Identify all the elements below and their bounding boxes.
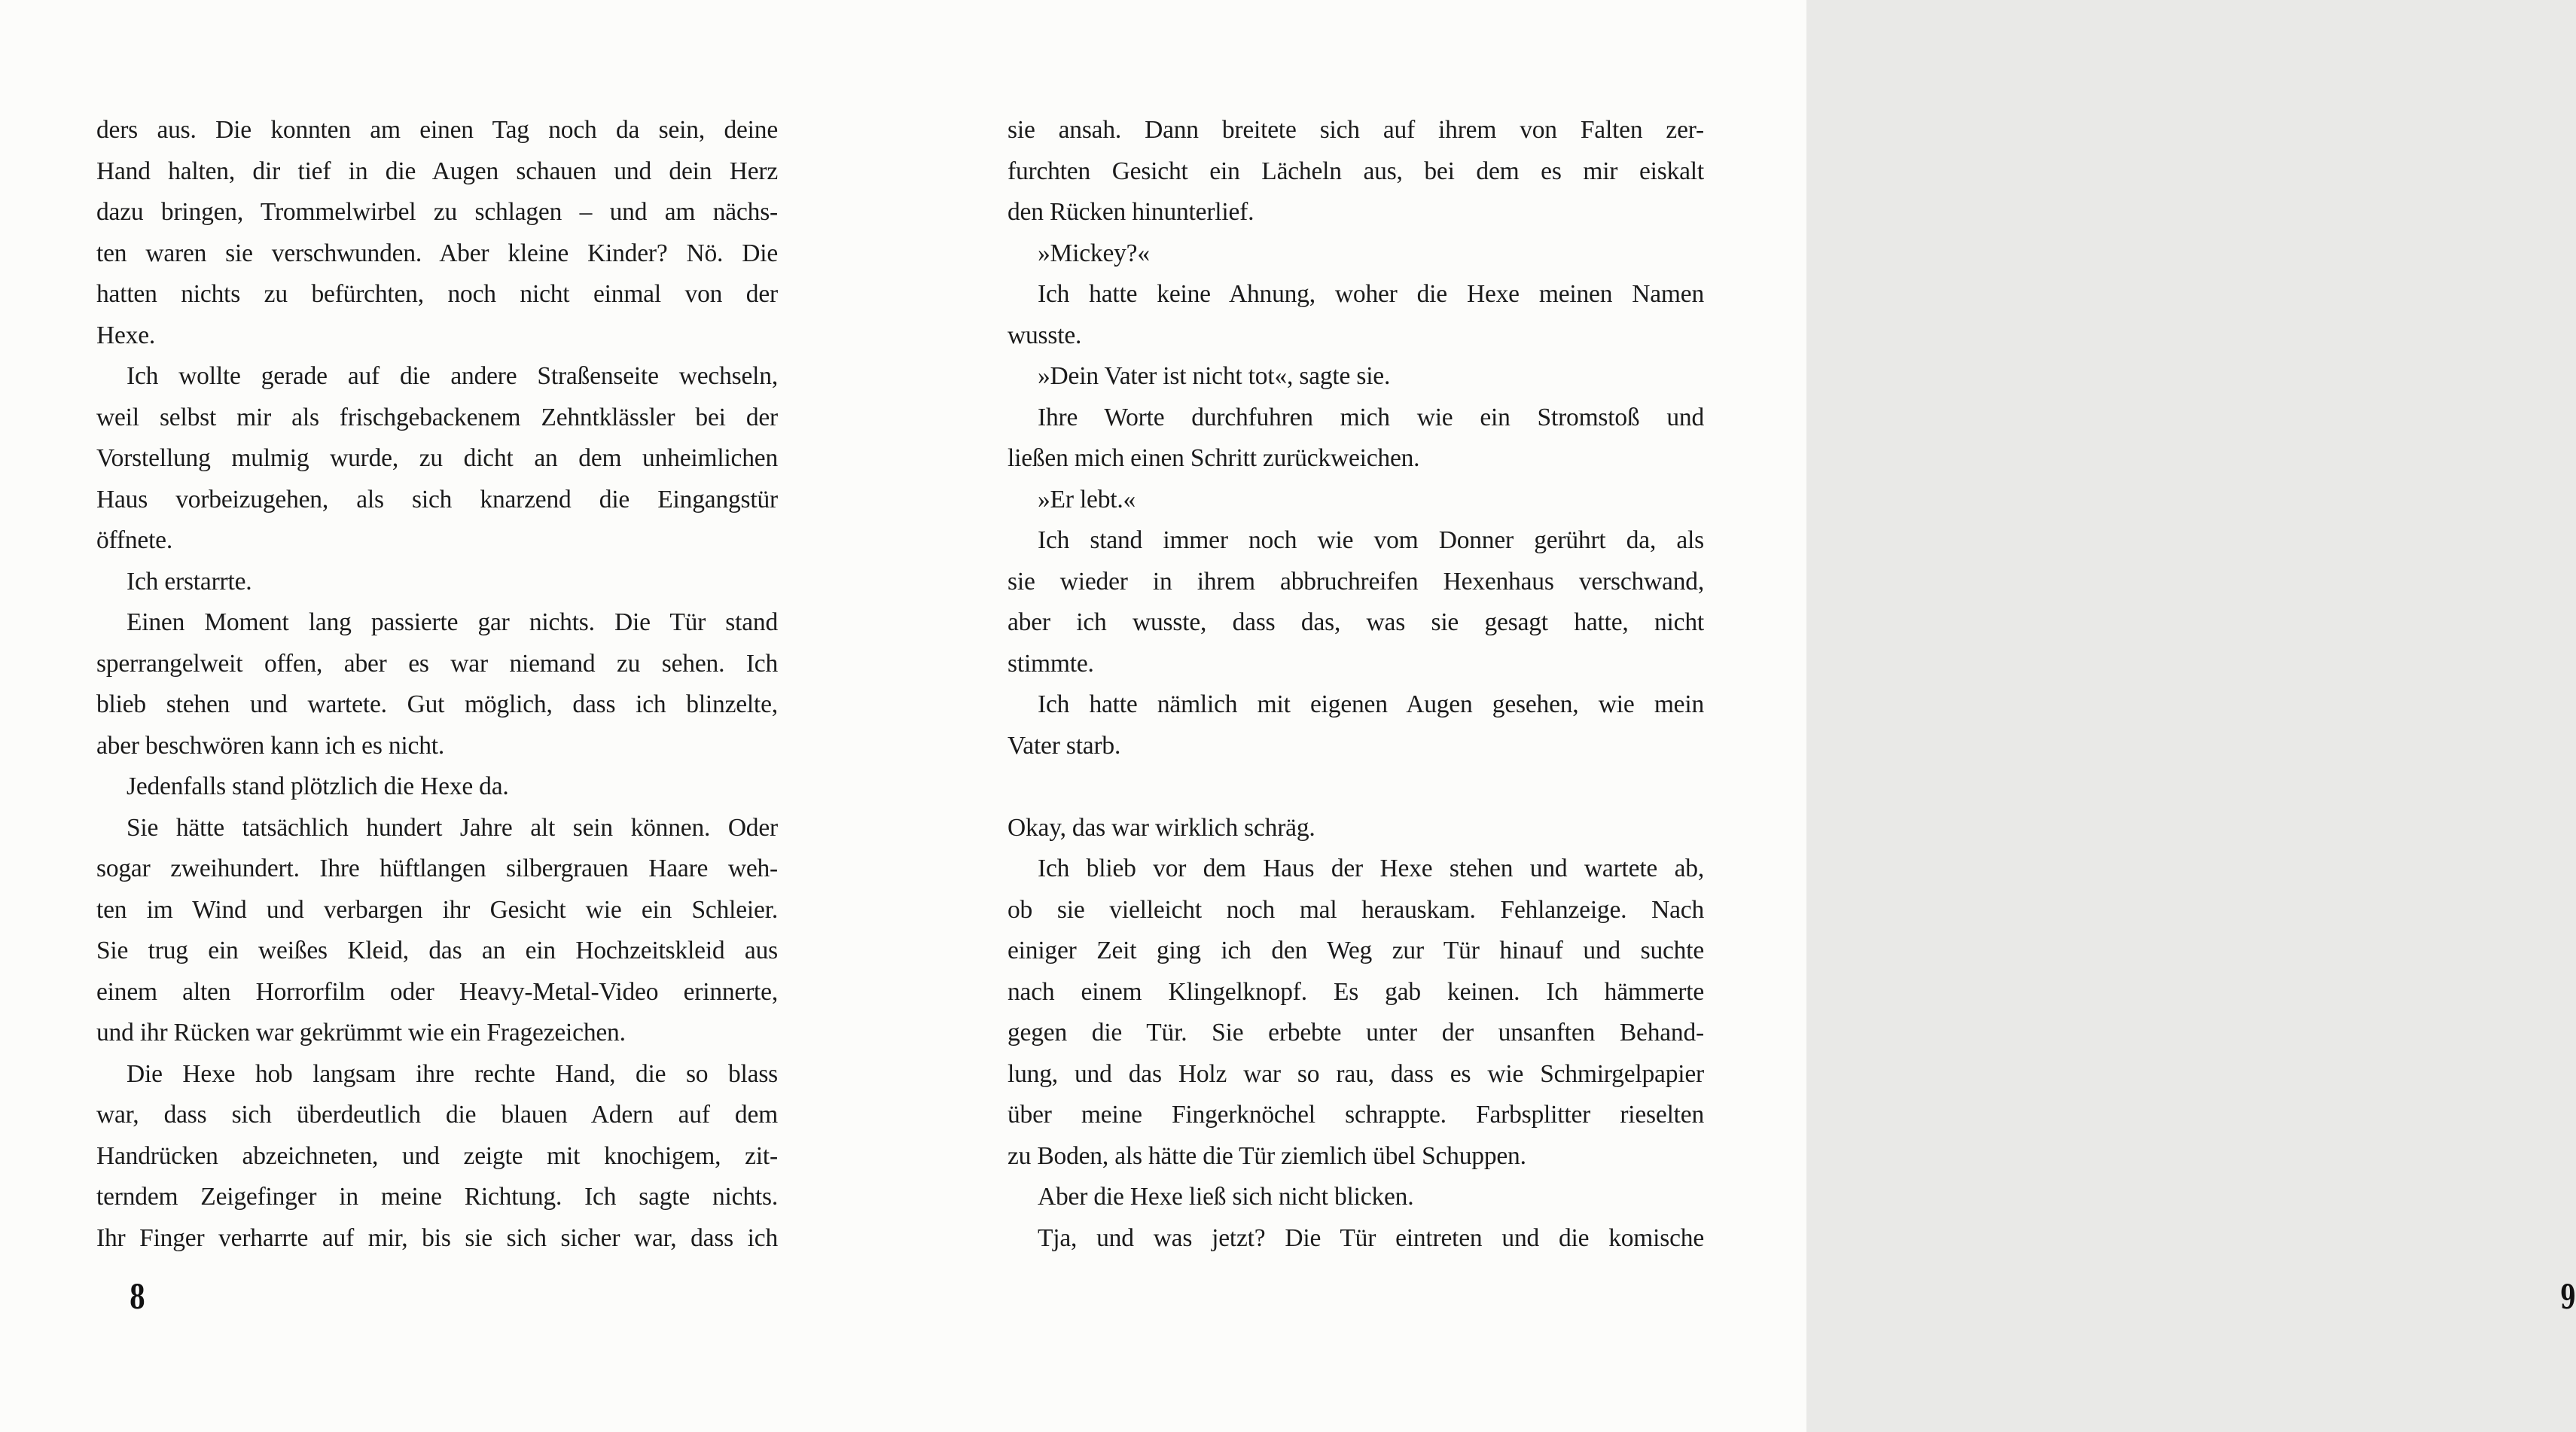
text-line: stimmte. bbox=[1008, 649, 1094, 678]
text-line: Ich blieb vor dem Haus der Hexe stehen und wartete ab, bbox=[1038, 855, 1704, 882]
text-line: Hexe. bbox=[96, 321, 156, 349]
text-line: Ich hatte nämlich mit eigenen Augen gesehen, wie mein bbox=[1038, 690, 1704, 718]
text-line: sie wieder in ihrem abbruchreifen Hexenhaus verschwand, bbox=[1008, 567, 1704, 596]
text-line: hatten nichts zu befürchten, noch nicht einmal von der bbox=[96, 280, 778, 308]
text-line: ob sie vielleicht noch mal herauskam. Fehlanzeige. Nach bbox=[1008, 895, 1704, 924]
page-number-left: 8 bbox=[130, 1278, 145, 1317]
text-line: »Dein Vater ist nicht tot«, sagte sie. bbox=[1038, 362, 1391, 390]
text-line: ließen mich einen Schritt zurückweichen. bbox=[1008, 444, 1420, 472]
text-line: ders aus. Die konnten am einen Tag noch da sein, deine bbox=[96, 116, 778, 144]
text-line: zu Boden, als hätte die Tür ziemlich übel Schuppen. bbox=[1008, 1141, 1526, 1170]
text-line: und ihr Rücken war gekrümmt wie ein Fragezeichen. bbox=[96, 1019, 626, 1047]
page-left bbox=[0, 0, 903, 1432]
text-line: »Er lebt.« bbox=[1038, 485, 1136, 513]
text-line: terndem Zeigefinger in meine Richtung. Ich sagte nichts. bbox=[96, 1183, 778, 1211]
text-line: wusste. bbox=[1008, 321, 1082, 349]
text-line: Ich hatte keine Ahnung, woher die Hexe meinen Namen bbox=[1038, 280, 1704, 308]
text-line: Okay, das war wirklich schräg. bbox=[1008, 813, 1315, 842]
text-line: war, dass sich überdeutlich die blauen Adern auf dem bbox=[96, 1101, 778, 1129]
text-line: Tja, und was jetzt? Die Tür eintreten und die komische bbox=[1038, 1223, 1704, 1252]
text-line: einem alten Horrorfilm oder Heavy-Metal-Video erinnerte, bbox=[96, 977, 778, 1006]
text-line: Handrücken abzeichneten, und zeigte mit knochigem, zit- bbox=[96, 1141, 778, 1170]
text-line: sie ansah. Dann breitete sich auf ihrem von Falten zer- bbox=[1008, 116, 1704, 144]
text-line: Haus vorbeizugehen, als sich knarzend die Eingangstür bbox=[96, 485, 778, 513]
text-line: Sie trug ein weißes Kleid, das an ein Hochzeitskleid aus bbox=[96, 937, 778, 964]
text-line: Ihr Finger verharrte auf mir, bis sie sich sicher war, dass ich bbox=[96, 1223, 778, 1252]
text-line: Die Hexe hob langsam ihre rechte Hand, die so blass bbox=[127, 1059, 778, 1088]
text-line: ten im Wind und verbargen ihr Gesicht wie ein Schleier. bbox=[96, 895, 778, 924]
right-page-text bbox=[1008, 110, 1704, 1259]
text-line: Jedenfalls stand plötzlich die Hexe da. bbox=[127, 772, 509, 800]
text-line: ten waren sie verschwunden. Aber kleine Kinder? Nö. Die bbox=[96, 239, 778, 267]
text-line: lung, und das Holz war so rau, dass es wie Schmirgelpapier bbox=[1008, 1059, 1704, 1088]
text-line: »Mickey?« bbox=[1038, 239, 1150, 267]
text-line: Einen Moment lang passierte gar nichts. Die Tür stand bbox=[127, 608, 778, 636]
text-line: nach einem Klingelknopf. Es gab keinen. Ich hämmerte bbox=[1008, 977, 1704, 1006]
text-line: öffnete. bbox=[96, 526, 173, 554]
text-line: sperrangelweit offen, aber es war niemand zu sehen. Ich bbox=[96, 649, 778, 678]
page-right bbox=[904, 0, 2576, 1432]
text-line: Hand halten, dir tief in die Augen schauen und dein Herz bbox=[96, 157, 778, 185]
left-page-text bbox=[96, 110, 778, 1259]
text-line: gegen die Tür. Sie erbebte unter der unsanften Behand- bbox=[1008, 1019, 1704, 1047]
text-line: Sie hätte tatsächlich hundert Jahre alt sein können. Oder bbox=[127, 813, 778, 842]
blank-line bbox=[1008, 766, 1704, 808]
text-line: über meine Fingerknöchel schrappte. Farbsplitter rieselten bbox=[1008, 1101, 1704, 1129]
text-line: einiger Zeit ging ich den Weg zur Tür hinauf und suchte bbox=[1008, 937, 1704, 964]
text-line: Aber die Hexe ließ sich nicht blicken. bbox=[1038, 1183, 1414, 1211]
text-line: Vater starb. bbox=[1008, 731, 1121, 760]
text-line: Ich wollte gerade auf die andere Straßenseite wechseln, bbox=[127, 362, 778, 390]
text-line: weil selbst mir als frischgebackenem Zehntklässler bei der bbox=[96, 403, 778, 431]
text-line: blieb stehen und wartete. Gut möglich, dass ich blinzelte, bbox=[96, 690, 778, 718]
page-number-right: 9 bbox=[2560, 1278, 2576, 1317]
text-line: aber beschwören kann ich es nicht. bbox=[96, 731, 445, 760]
text-line: Ihre Worte durchfuhren mich wie ein Stromstoß und bbox=[1038, 403, 1704, 431]
text-line: sogar zweihundert. Ihre hüftlangen silbergrauen Haare weh- bbox=[96, 855, 778, 882]
text-line: dazu bringen, Trommelwirbel zu schlagen – und am nächs- bbox=[96, 198, 778, 226]
text-line: den Rücken hinunterlief. bbox=[1008, 198, 1254, 226]
text-line: Ich stand immer noch wie vom Donner gerührt da, als bbox=[1038, 526, 1704, 554]
text-line: aber ich wusste, dass das, was sie gesagt hatte, nicht bbox=[1008, 608, 1704, 636]
text-line: furchten Gesicht ein Lächeln aus, bei dem es mir eiskalt bbox=[1008, 157, 1704, 185]
text-line: Vorstellung mulmig wurde, zu dicht an dem unheimlichen bbox=[96, 444, 778, 472]
text-line: Ich erstarrte. bbox=[127, 567, 252, 596]
